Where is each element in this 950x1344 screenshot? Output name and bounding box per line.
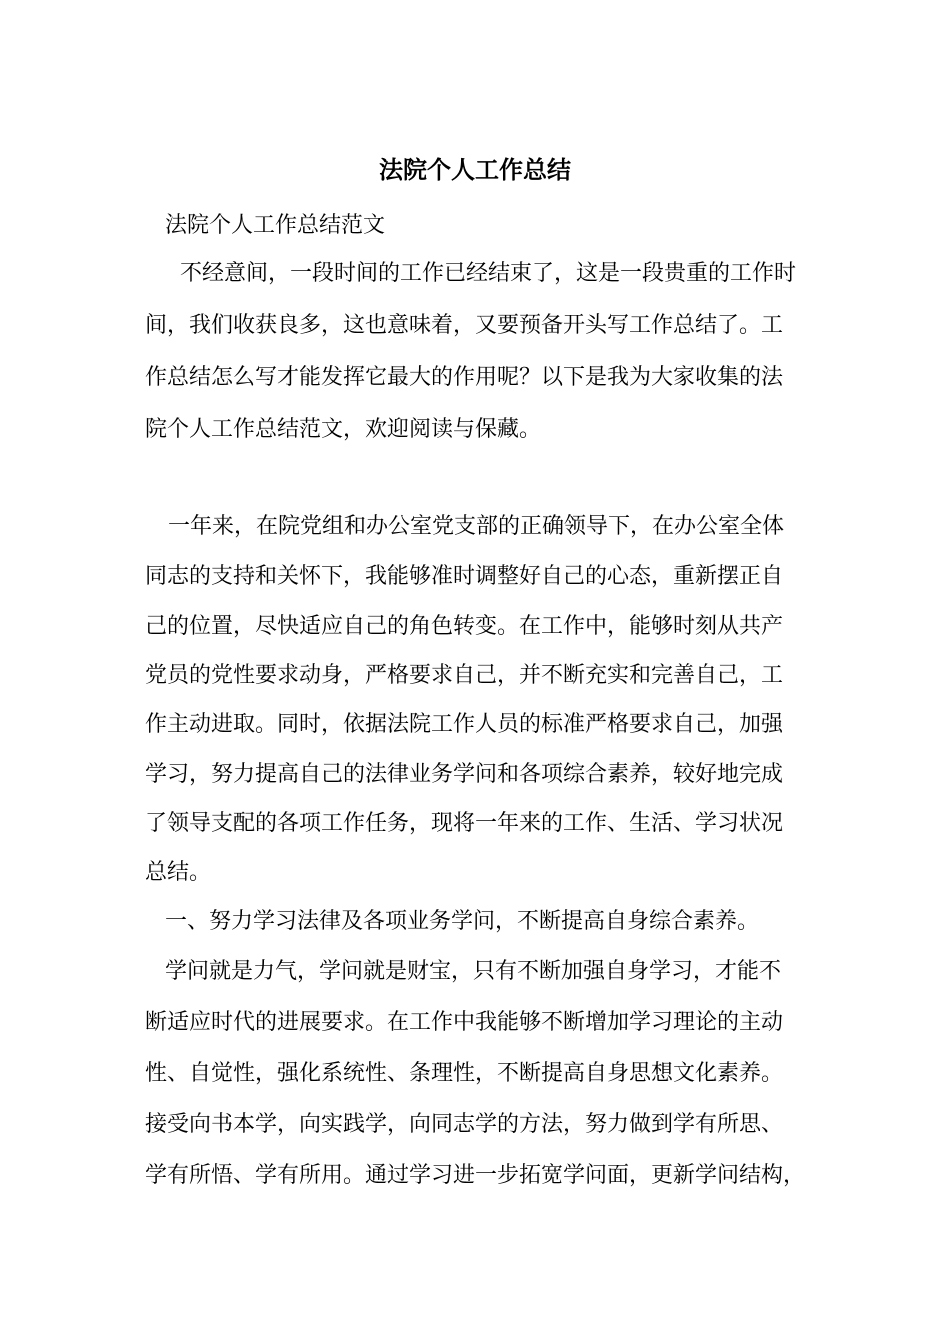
section-line: 接受向书本学，向实践学，向同志学的方法，努力做到学有所思、 [145,1112,784,1137]
body-line: 同志的支持和关怀下，我能够准时调整好自己的心态，重新摆正自 [145,564,784,589]
body-line: 己的位置，尽快适应自己的角色转变。在工作中，能够时刻从共产 [145,614,784,639]
section-line: 断适应时代的进展要求。在工作中我能够不断增加学习理论的主动 [145,1010,784,1035]
document-subtitle: 法院个人工作总结范文 [165,213,386,238]
body-line: 作主动进取。同时，依据法院工作人员的标准严格要求自己，加强 [145,712,784,737]
intro-line: 间，我们收获良多，这也意味着，又要预备开头写工作总结了。工 [145,313,784,338]
body-line: 党员的党性要求动身，严格要求自己，并不断充实和完善自己，工 [145,663,784,688]
section-line: 学问就是力气，学问就是财宝，只有不断加强自身学习，才能不 [165,959,782,984]
document-title: 法院个人工作总结 [379,155,571,184]
body-line: 一年来，在院党组和办公室党支部的正确领导下，在办公室全体 [168,514,785,539]
body-line: 总结。 [145,860,212,885]
intro-line: 不经意间，一段时间的工作已经结束了，这是一段贵重的工作时 [180,261,797,286]
body-line: 了领导支配的各项工作任务，现将一年来的工作、生活、学习状况 [145,811,784,836]
body-line: 学习，努力提高自己的法律业务学问和各项综合素养，较好地完成 [145,762,784,787]
intro-line: 作总结怎么写才能发挥它最大的作用呢？以下是我为大家收集的法 [145,365,784,390]
section-line: 学有所悟、学有所用。通过学习进一步拓宽学问面，更新学问结构， [145,1163,806,1188]
section-line: 性、自觉性，强化系统性、条理性，不断提高自身思想文化素养。 [145,1061,784,1086]
intro-line: 院个人工作总结范文，欢迎阅读与保藏。 [145,417,542,442]
section-heading: 一、努力学习法律及各项业务学问，不断提高自身综合素养。 [165,909,760,934]
